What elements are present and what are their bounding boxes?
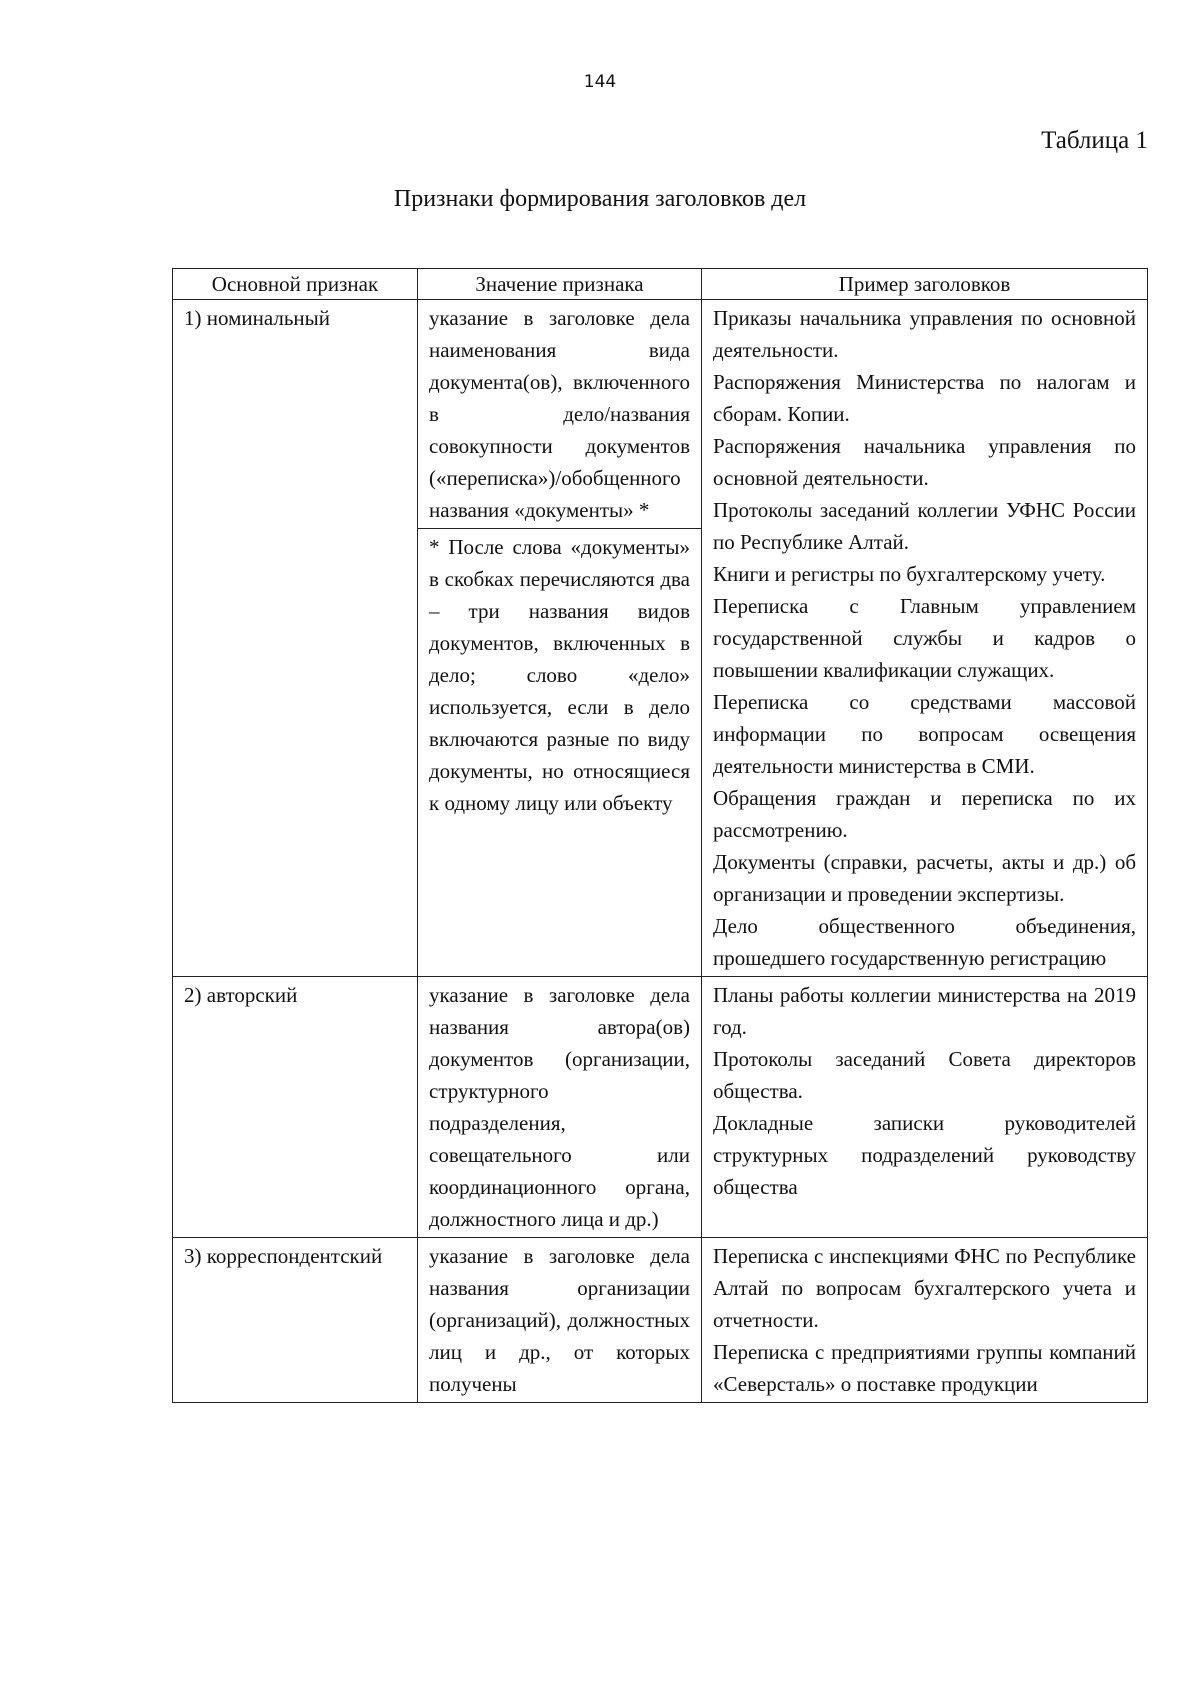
meaning-cell: указание в заголовке дела наименования вида документа(ов), включенного в дело/названия совокупности документов («переписка»)/обобщенного названия «документы» * [418,300,702,529]
page-number: 144 [583,72,617,92]
table-row-nominal [173,300,1148,529]
column-header-examples: Пример заголовков [702,269,1148,300]
table-label: Таблица 1 [1041,127,1148,154]
feature-cell: 3) корреспондентский [173,1238,418,1403]
example-item: Обращения граждан и переписка по их рассмотрению. [713,786,1136,842]
feature-cell: 1) номинальный [173,300,418,977]
example-item: Распоряжения Министерства по налогам и сборам. Копии. [713,370,1136,426]
example-item: Докладные записки руководителей структурных подразделений руководству общества [713,1111,1136,1199]
meaning-cell: указание в заголовке дела названия организации (организаций), должностных лиц и др., от которых получены [418,1238,702,1403]
example-item: Переписка с инспекциями ФНС по Республике Алтай по вопросам бухгалтерского учета и отчетности. [713,1244,1136,1332]
example-item: Протоколы заседаний Совета директоров общества. [713,1047,1136,1103]
example-item: Протоколы заседаний коллегии УФНС России по Республике Алтай. [713,498,1136,554]
column-header-feature: Основной признак [173,269,418,300]
meaning-cell: указание в заголовке дела названия автора(ов) документов (организации, структурного подразделения, совещательного или координационного органа, должностного лица и др.) [418,977,702,1238]
feature-cell: 2) авторский [173,977,418,1238]
example-item: Документы (справки, расчеты, акты и др.) об организации и проведении экспертизы. [713,850,1136,906]
example-item: Планы работы коллегии министерства на 2019 год. [713,983,1136,1039]
examples-cell [702,1238,1148,1403]
table-title: Признаки формирования заголовков дел [393,186,807,212]
example-item: Переписка с предприятиями группы компаний «Северсталь» о поставке продукции [713,1340,1136,1396]
examples-cell [702,977,1148,1238]
table-row-correspondent [173,1238,1148,1403]
table-header-row [173,269,1148,300]
column-header-meaning: Значение признака [418,269,702,300]
example-item: Распоряжения начальника управления по основной деятельности. [713,434,1136,490]
example-item: Переписка со средствами массовой информации по вопросам освещения деятельности министерства в СМИ. [713,690,1136,778]
example-item: Книги и регистры по бухгалтерскому учету. [713,562,1106,586]
example-item: Дело общественного объединения, прошедшего государственную регистрацию [713,914,1136,970]
table-row-author [173,977,1148,1238]
note-cell: * После слова «документы» в скобках перечисляются два – три названия видов документов, включенных в дело; слово «дело» используется, если в дело включаются разные по виду документы, но относящиеся к одному лицу или объекту [418,529,702,977]
examples-cell [702,300,1148,977]
example-item: Приказы начальника управления по основной деятельности. [713,306,1136,362]
features-table [172,268,1148,1403]
example-item: Переписка с Главным управлением государственной службы и кадров о повышении квалификации служащих. [713,594,1136,682]
